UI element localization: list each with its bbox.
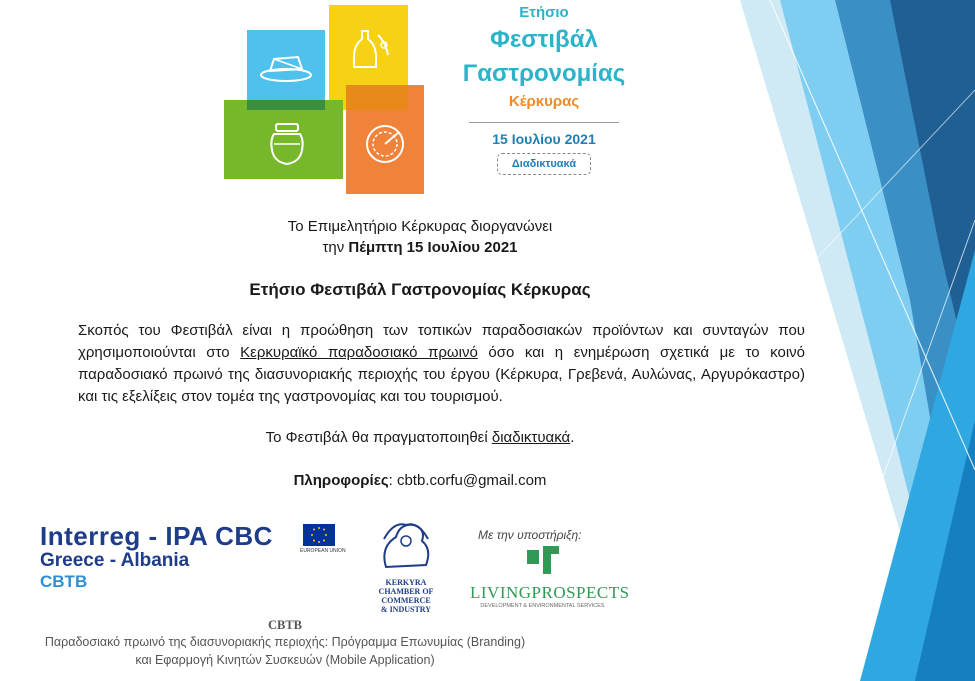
chamber-line3: & INDUSTRY [380,605,432,614]
support-label: Με την υποστήριξη: [478,528,582,542]
online-badge: Διαδικτυακά [497,153,591,175]
info-label: Πληροφορίες [293,472,389,489]
online-note [120,429,720,446]
cheese-plate-icon [258,45,314,85]
online-link[interactable]: διαδικτυακά [491,429,571,446]
pie-icon [363,122,407,166]
footer-title: CBTB [267,618,303,632]
living-sub: DEVELOPMENT & ENVIRONMENTAL SERVICES [480,603,605,609]
intro-prefix: την [322,239,349,256]
info-sep: : [388,472,397,489]
logo-divider [469,122,619,123]
logo-date: 15 Ιουλίου 2021 [492,131,596,147]
chamber-line1: KERKYRA [385,578,427,587]
chamber-logo [356,517,456,614]
intro-date: Πέμπτη 15 Ιουλίου 2021 [348,239,518,256]
online-note-end: . [570,429,575,446]
olive-oil-icon [348,25,392,71]
interreg-cbtb: CBTB [40,572,88,591]
logo-overlap [247,100,325,110]
lion-emblem-icon [376,517,436,573]
interreg-title: Interreg - IPA CBC [40,521,273,551]
desc-part1: Σκοπός του Φεστιβάλ είναι η προώθηση των τοπικών παραδοσιακών προϊόντων και συνταγών που χρησιμοποιούνται στο [78,322,805,361]
breakfast-link[interactable]: Κερκυραϊκό παραδοσιακό πρωινό [240,344,478,361]
living-prospects-logo [470,546,630,609]
online-note-text: Το Φεστιβάλ θα πραγματοποιηθεί [265,429,492,446]
intro-line2 [120,239,720,256]
logo-city: Κέρκυρας [508,93,580,110]
interreg-sub: Greece - Albania [40,550,190,571]
logo-line1: Ετήσιο [519,4,569,21]
honey-jar-icon [268,122,306,166]
logo-line3: Γαστρονομίας [462,60,626,87]
logo-overlap-2 [346,85,408,110]
footer-line1: Παραδοσιακό πρωινό της διασυνοριακής περιοχής: Πρόγραμμα Επωνυμίας (Branding) [44,635,526,649]
chamber-line2: CHAMBER OF COMMERCE [378,587,434,605]
interreg-logo [40,521,273,592]
desc-part2: όσο και η ενημέρωση σχετικά με το κοινό παραδοσιακό πρωινό της διασυνοριακής περιοχής του έργου (Κέρκυρα, Γρεβενά, Αυλώνας, Αργυρόκαστρο) και τις εξελίξεις στον τομέα της γαστρονομίας και του τουρισμού. [78,344,806,405]
contact-info [120,472,720,489]
main-heading: Ετήσιο Φεστιβάλ Γαστρονομίας Κέρκυρας [249,280,591,299]
email-link[interactable]: cbtb.corfu@gmail.com [396,472,547,489]
footer-line2: και Εφαρμογή Κινητών Συσκευών (Mobile Application) [135,653,435,667]
intro-line1: Το Επιμελητήριο Κέρκυρας διοργανώνει [287,218,553,235]
living-name: LIVINGPROSPECTS [470,583,630,602]
festival-logo-text [430,4,658,175]
eu-label: EUROPEAN UNION [300,548,346,554]
eu-flag-icon [303,524,335,546]
description-paragraph [78,320,805,408]
logo-line2: Φεστιβάλ [490,26,598,53]
living-prospects-icon [523,546,563,578]
